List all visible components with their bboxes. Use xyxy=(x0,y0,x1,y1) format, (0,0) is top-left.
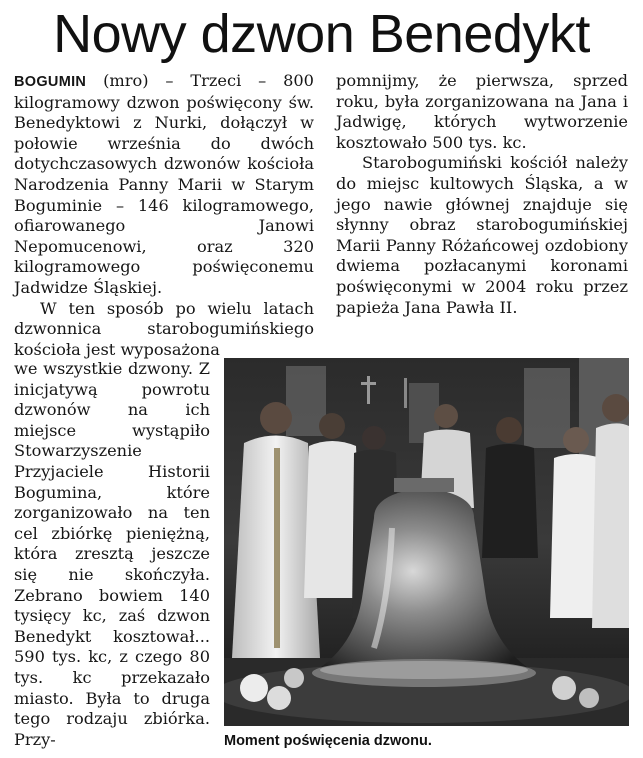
article-paragraph-1 xyxy=(14,71,314,299)
article-paragraph-2-start: W ten sposób po wielu latach dzwonnica starobogumińskiego kościoła jest wyposażona xyxy=(14,298,314,359)
paragraph-1-text: (mro) – Trzeci – 800 kilogramowy dzwon poświęcony św. Benedyktowi z Nurki, dołączył w połowie września do dwóch dotychczasowych dzwonów kościoła Narodzenia Panny Marii w Starym Boguminie – 146 kilogramowego, ofiarowanego Janowi Nepomucenowi, oraz 320 kilogramowego poświęconemu Jadwidze Śląskiej. xyxy=(14,71,314,297)
article-column-right xyxy=(336,71,628,318)
article-column-left-narrow xyxy=(14,359,210,750)
article-paragraph-2-continued: we wszystkie dzwony. Z inicjatywą powrotu dzwonów na ich miejsce wystąpiło Stowarzyszenie Przyjaciele Historii Bogumina, które zorganizowało na ten cel zbiórkę pieniężną, która zresztą jeszcze się nie skończyła. Zebrano bowiem 140 tysięcy kc, zaś dzwon Benedykt kosztował... 590 tys. kc, z czego 80 tys. kc przekazało miasto. Była to druga tego rodzaju zbiórka. Przy- xyxy=(14,359,210,749)
bell-consecration-photo xyxy=(224,358,629,726)
article-headline: Nowy dzwon Benedykt xyxy=(53,4,590,64)
dateline-place: BOGUMIN xyxy=(14,74,87,90)
article-column-left-top xyxy=(14,71,314,360)
article-paragraph-3: pomnijmy, że pierwsza, sprzed roku, była zorganizowana na Jana i Jadwigę, których wytworzenie kosztowało 500 tys. kc. xyxy=(336,71,628,152)
article-paragraph-4: Starobogumiński kościół należy do miejsc kultowych Śląska, a w jego nawie głównej znajduje się słynny obraz starobogumińskiej Marii Panny Różańcowej ozdobiony dwiema pozłacanymi koronami poświęconymi w 2004 roku przez papieża Jana Pawła II. xyxy=(336,153,628,317)
photo-caption: Moment poświęcenia dzwonu. xyxy=(224,733,432,749)
article-photo xyxy=(224,358,629,726)
